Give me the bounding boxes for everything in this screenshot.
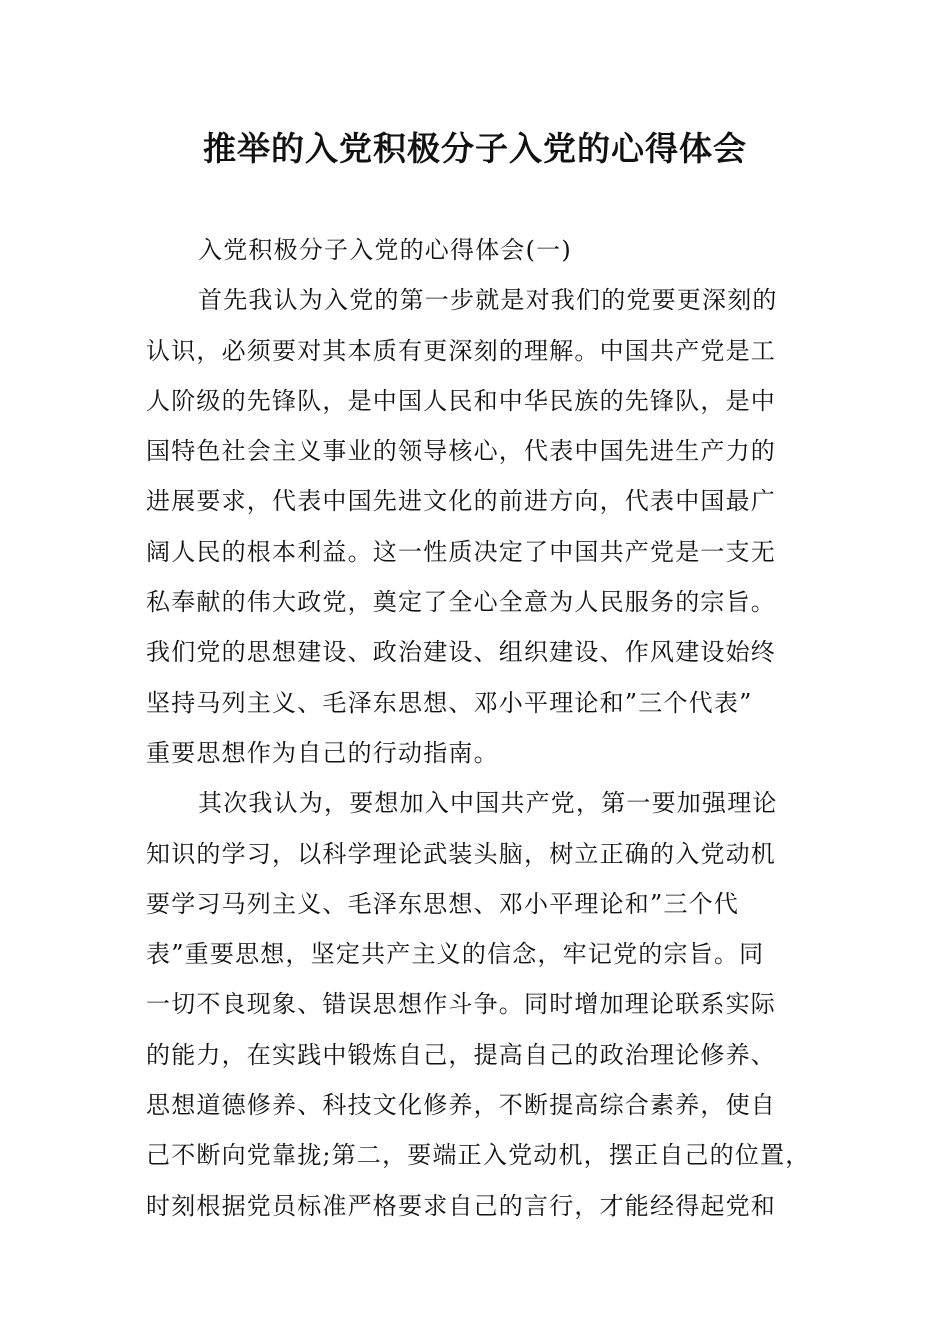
- text-line: 重要思想作为自己的行动指南。: [146, 738, 499, 767]
- text-line: 时刻根据党员标准严格要求自己的言行，才能经得起党和: [146, 1191, 776, 1220]
- text-line: 一切不良现象、错误思想作斗争。同时增加理论联系实际: [146, 990, 776, 1019]
- document-body: [146, 225, 816, 1231]
- text-line: 认识，必须要对其本质有更深刻的理解。中国共产党是工: [146, 336, 776, 365]
- text-line: 要学习马列主义、毛泽东思想、邓小平理论和”三个代: [146, 889, 740, 918]
- text-line: 的能力，在实践中锻炼自己，提高自己的政治理论修养、: [146, 1040, 776, 1069]
- text-line: 入党积极分子入党的心得体会(一): [198, 236, 572, 264]
- text-line: 表”重要思想，坚定共产主义的信念，牢记党的宗旨。同: [146, 940, 765, 969]
- text-line: 首先我认为入党的第一步就是对我们的党要更深刻的: [198, 286, 778, 315]
- text-line: 其次我认为，要想加入中国共产党，第一要加强理论: [198, 789, 778, 818]
- text-line: 阔人民的根本利益。这一性质决定了中国共产党是一支无: [146, 537, 776, 566]
- text-line: 私奉献的伟大政党，奠定了全心全意为人民服务的宗旨。: [146, 588, 776, 617]
- text-line: 国特色社会主义事业的领导核心，代表中国先进生产力的: [146, 437, 776, 466]
- text-line: 我们党的思想建设、政治建设、组织建设、作风建设始终: [146, 638, 776, 667]
- text-line: 思想道德修养、科技文化修养，不断提高综合素养，使自: [146, 1091, 776, 1120]
- text-line: 人阶级的先锋队，是中国人民和中华民族的先锋队，是中: [146, 386, 776, 415]
- text-line: 坚持马列主义、毛泽东思想、邓小平理论和”三个代表”: [146, 688, 753, 717]
- text-line: 进展要求，代表中国先进文化的前进方向，代表中国最广: [146, 487, 776, 516]
- text-line: 知识的学习，以科学理论武装头脑，树立正确的入党动机: [146, 839, 776, 868]
- text-line: 己不断向党靠拢;第二，要端正入党动机，摆正自己的位置，: [146, 1141, 811, 1170]
- document-title: 推举的入党积极分子入党的心得体会: [203, 129, 747, 168]
